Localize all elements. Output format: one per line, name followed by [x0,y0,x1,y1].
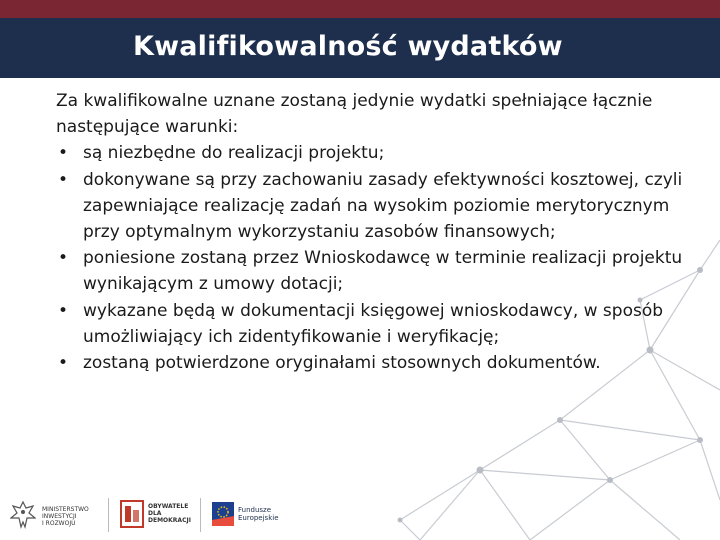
conditions-list [56,140,686,376]
ch-logo-icon [120,500,144,528]
eagle-emblem-icon [10,500,36,530]
list-item-text: poniesione zostaną przez Wnioskodawcę w terminie realizacji projektu wynikającym z umowy dotacji; [83,248,683,295]
bullet-icon: • [58,300,69,321]
bullet-icon: • [58,143,69,164]
bullet-icon: • [58,248,69,269]
logo-divider [200,498,201,532]
list-item-text: wykazane będą w dokumentacji księgowej wnioskodawcy, w sposób umożliwiający ich zidentyfikowanie i weryfikację; [83,300,664,347]
list-item-text: są niezbędne do realizacji projektu; [83,143,385,164]
logo-divider [108,498,109,532]
footer-logos [0,490,400,540]
slide-body [56,88,686,376]
ministry-logo-text: MINISTERSTWO INWESTYCJI I ROZWOJU [42,506,89,527]
eu-funds-logo-text: Fundusze Europejskie [238,506,279,522]
list-item [56,245,686,297]
slide-title: Kwalifikowalność wydatków [133,31,563,62]
eu-funds-flag-icon [212,502,234,526]
list-item-text: zostaną potwierdzone oryginałami stosownych dokumentów. [83,353,601,374]
intro-text: Za kwalifikowalne uznane zostaną jedynie wydatki spełniające łącznie następujące warunki: [56,91,653,138]
list-item [56,167,686,246]
list-item [56,140,686,166]
list-item-text: dokonywane są przy zachowaniu zasady efektywności kosztowej, czyli zapewniające realizację zadań na wysokim poziomie merytorycznym przy optymalnym wykorzystaniu zasobów finansowych; [83,169,683,243]
list-item [56,350,686,376]
bullet-icon: • [58,353,69,374]
list-item [56,298,686,350]
bullet-icon: • [58,169,69,190]
second-logo-text: OBYWATELE DLA DEMOKRACJI [148,503,191,524]
